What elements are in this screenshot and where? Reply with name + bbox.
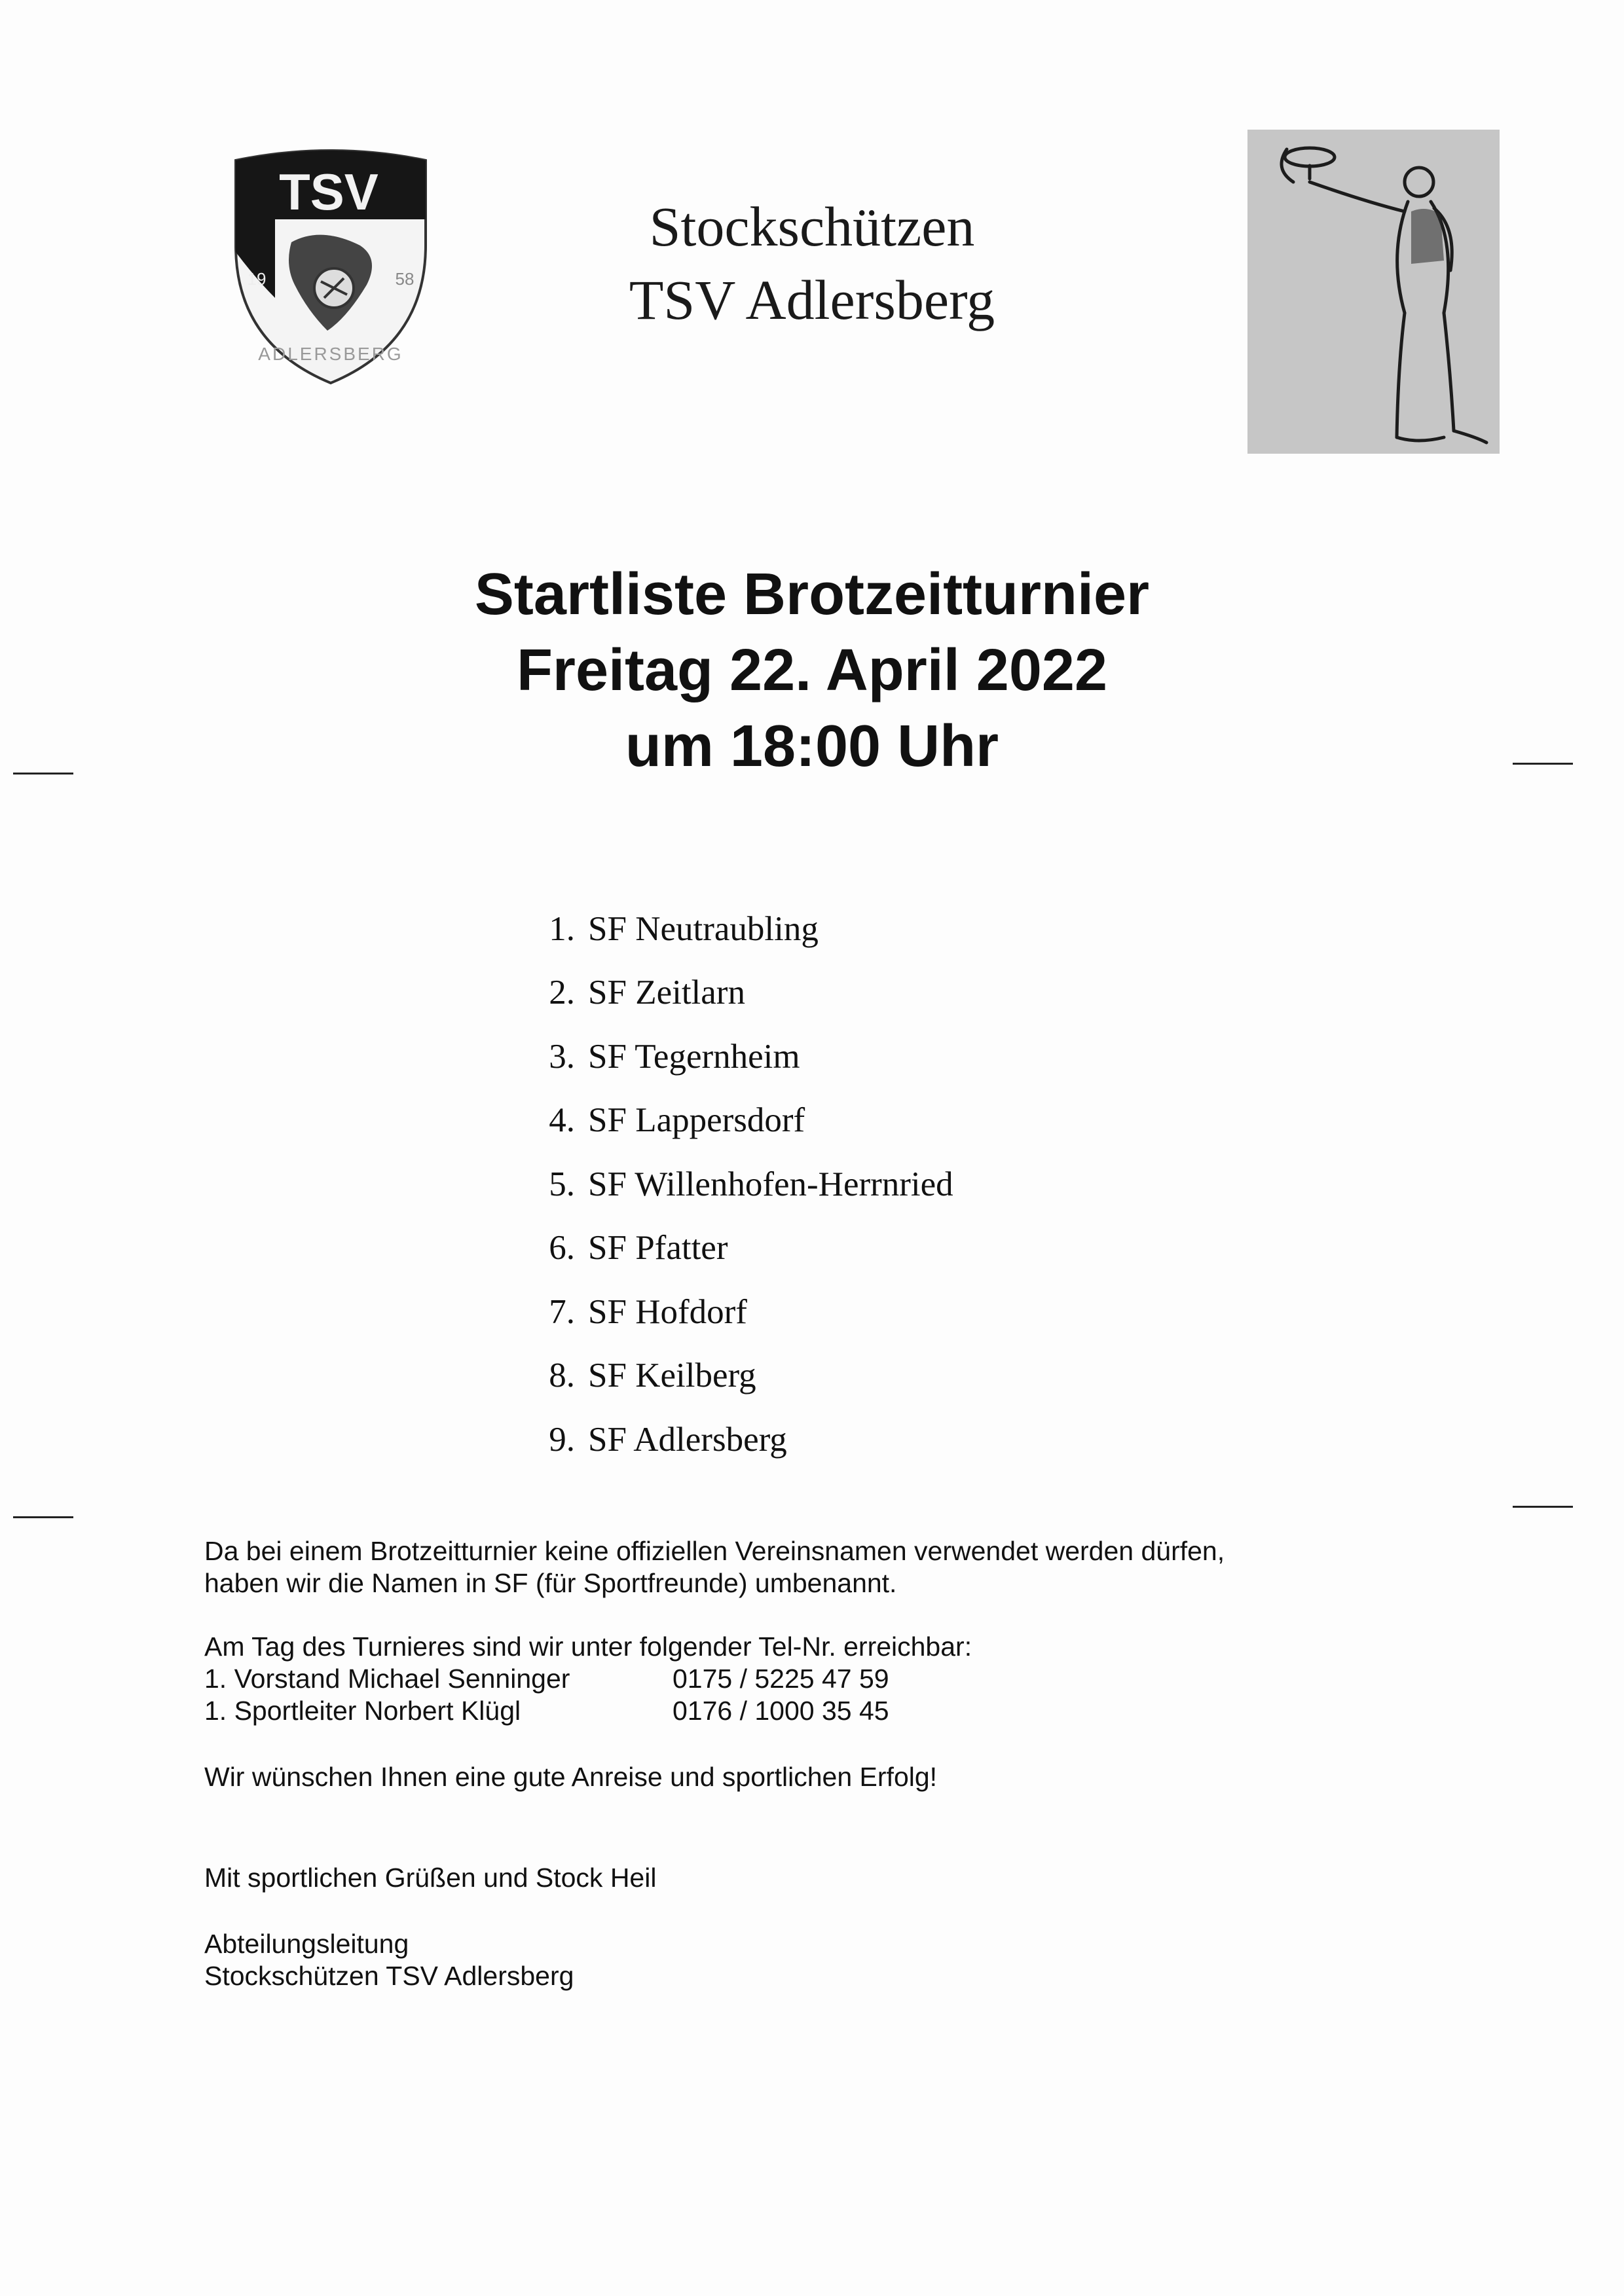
contact-role: 1. Vorstand Michael Senninger xyxy=(204,1664,570,1694)
list-item xyxy=(504,1152,953,1216)
list-item xyxy=(504,1025,953,1089)
headline-title: Startliste Brotzeitturnier xyxy=(474,562,1150,627)
club-crest-logo xyxy=(229,147,432,390)
list-item-number: 9. xyxy=(549,1420,575,1459)
list-item-team: SF Lappersdorf xyxy=(588,1101,805,1140)
list-item xyxy=(504,1089,953,1153)
contact-row xyxy=(204,1663,1449,1695)
headline-time: um 18:00 Uhr xyxy=(625,714,999,779)
fold-mark xyxy=(1513,763,1573,765)
fold-mark xyxy=(13,773,73,774)
list-item-team: SF Keilberg xyxy=(588,1357,756,1395)
list-item-number: 8. xyxy=(549,1357,575,1395)
signature-line1: Abteilungsleitung xyxy=(204,1929,409,1959)
club-name xyxy=(485,190,1139,337)
list-item-number: 1. xyxy=(549,909,575,948)
list-item-team: SF Adlersberg xyxy=(588,1420,787,1459)
crest-arc-text: ADLERSBERG xyxy=(258,344,403,364)
list-item-number: 2. xyxy=(549,974,575,1012)
list-item-team: SF Neutraubling xyxy=(588,909,819,948)
list-item-number: 4. xyxy=(549,1101,575,1140)
list-item xyxy=(504,961,953,1025)
list-item-number: 5. xyxy=(549,1165,575,1203)
body-text xyxy=(204,1535,1449,1992)
list-item-team: SF Zeitlarn xyxy=(588,974,745,1012)
contact-phone: 0175 / 5225 47 59 xyxy=(673,1664,889,1694)
signature-line2: Stockschützen TSV Adlersberg xyxy=(204,1961,574,1991)
list-item-number: 6. xyxy=(549,1229,575,1267)
list-item xyxy=(504,1408,953,1472)
fold-mark xyxy=(13,1516,73,1518)
list-item-team: SF Hofdorf xyxy=(588,1292,747,1331)
crest-year-left: 19 xyxy=(247,269,267,289)
list-item-team: SF Willenhofen-Herrnried xyxy=(588,1165,953,1203)
notice-line2: haben wir die Namen in SF (für Sportfreunde) umbenannt. xyxy=(204,1568,897,1598)
wish-text: Wir wünschen Ihnen eine gute Anreise und sportlichen Erfolg! xyxy=(204,1762,938,1792)
list-item-number: 7. xyxy=(549,1292,575,1331)
contact-intro: Am Tag des Turnieres sind wir unter folgender Tel-Nr. erreichbar: xyxy=(204,1631,972,1662)
list-item-team: SF Pfatter xyxy=(588,1229,728,1267)
greeting-text: Mit sportlichen Grüßen und Stock Heil xyxy=(204,1863,657,1893)
start-list xyxy=(504,897,953,1472)
list-item xyxy=(504,1216,953,1281)
notice-line1: Da bei einem Brotzeitturnier keine offiziellen Vereinsnamen verwendet werden dürfen, xyxy=(204,1536,1225,1566)
crest-tsv-text: TSV xyxy=(279,163,378,221)
headline-date: Freitag 22. April 2022 xyxy=(516,638,1108,703)
list-item xyxy=(504,1344,953,1408)
club-name-line2: TSV Adlersberg xyxy=(629,268,995,331)
headline xyxy=(288,556,1336,784)
list-item-team: SF Tegernheim xyxy=(588,1037,800,1076)
crest-year-right: 58 xyxy=(395,269,415,289)
contact-row xyxy=(204,1695,1449,1727)
list-item xyxy=(504,1280,953,1344)
contact-role: 1. Sportleiter Norbert Klügl xyxy=(204,1696,521,1726)
fold-mark xyxy=(1513,1506,1573,1508)
club-name-line1: Stockschützen xyxy=(649,195,975,258)
list-item xyxy=(504,897,953,961)
stock-player-illustration xyxy=(1247,130,1500,454)
list-item-number: 3. xyxy=(549,1037,575,1076)
contact-phone: 0176 / 1000 35 45 xyxy=(673,1696,889,1726)
